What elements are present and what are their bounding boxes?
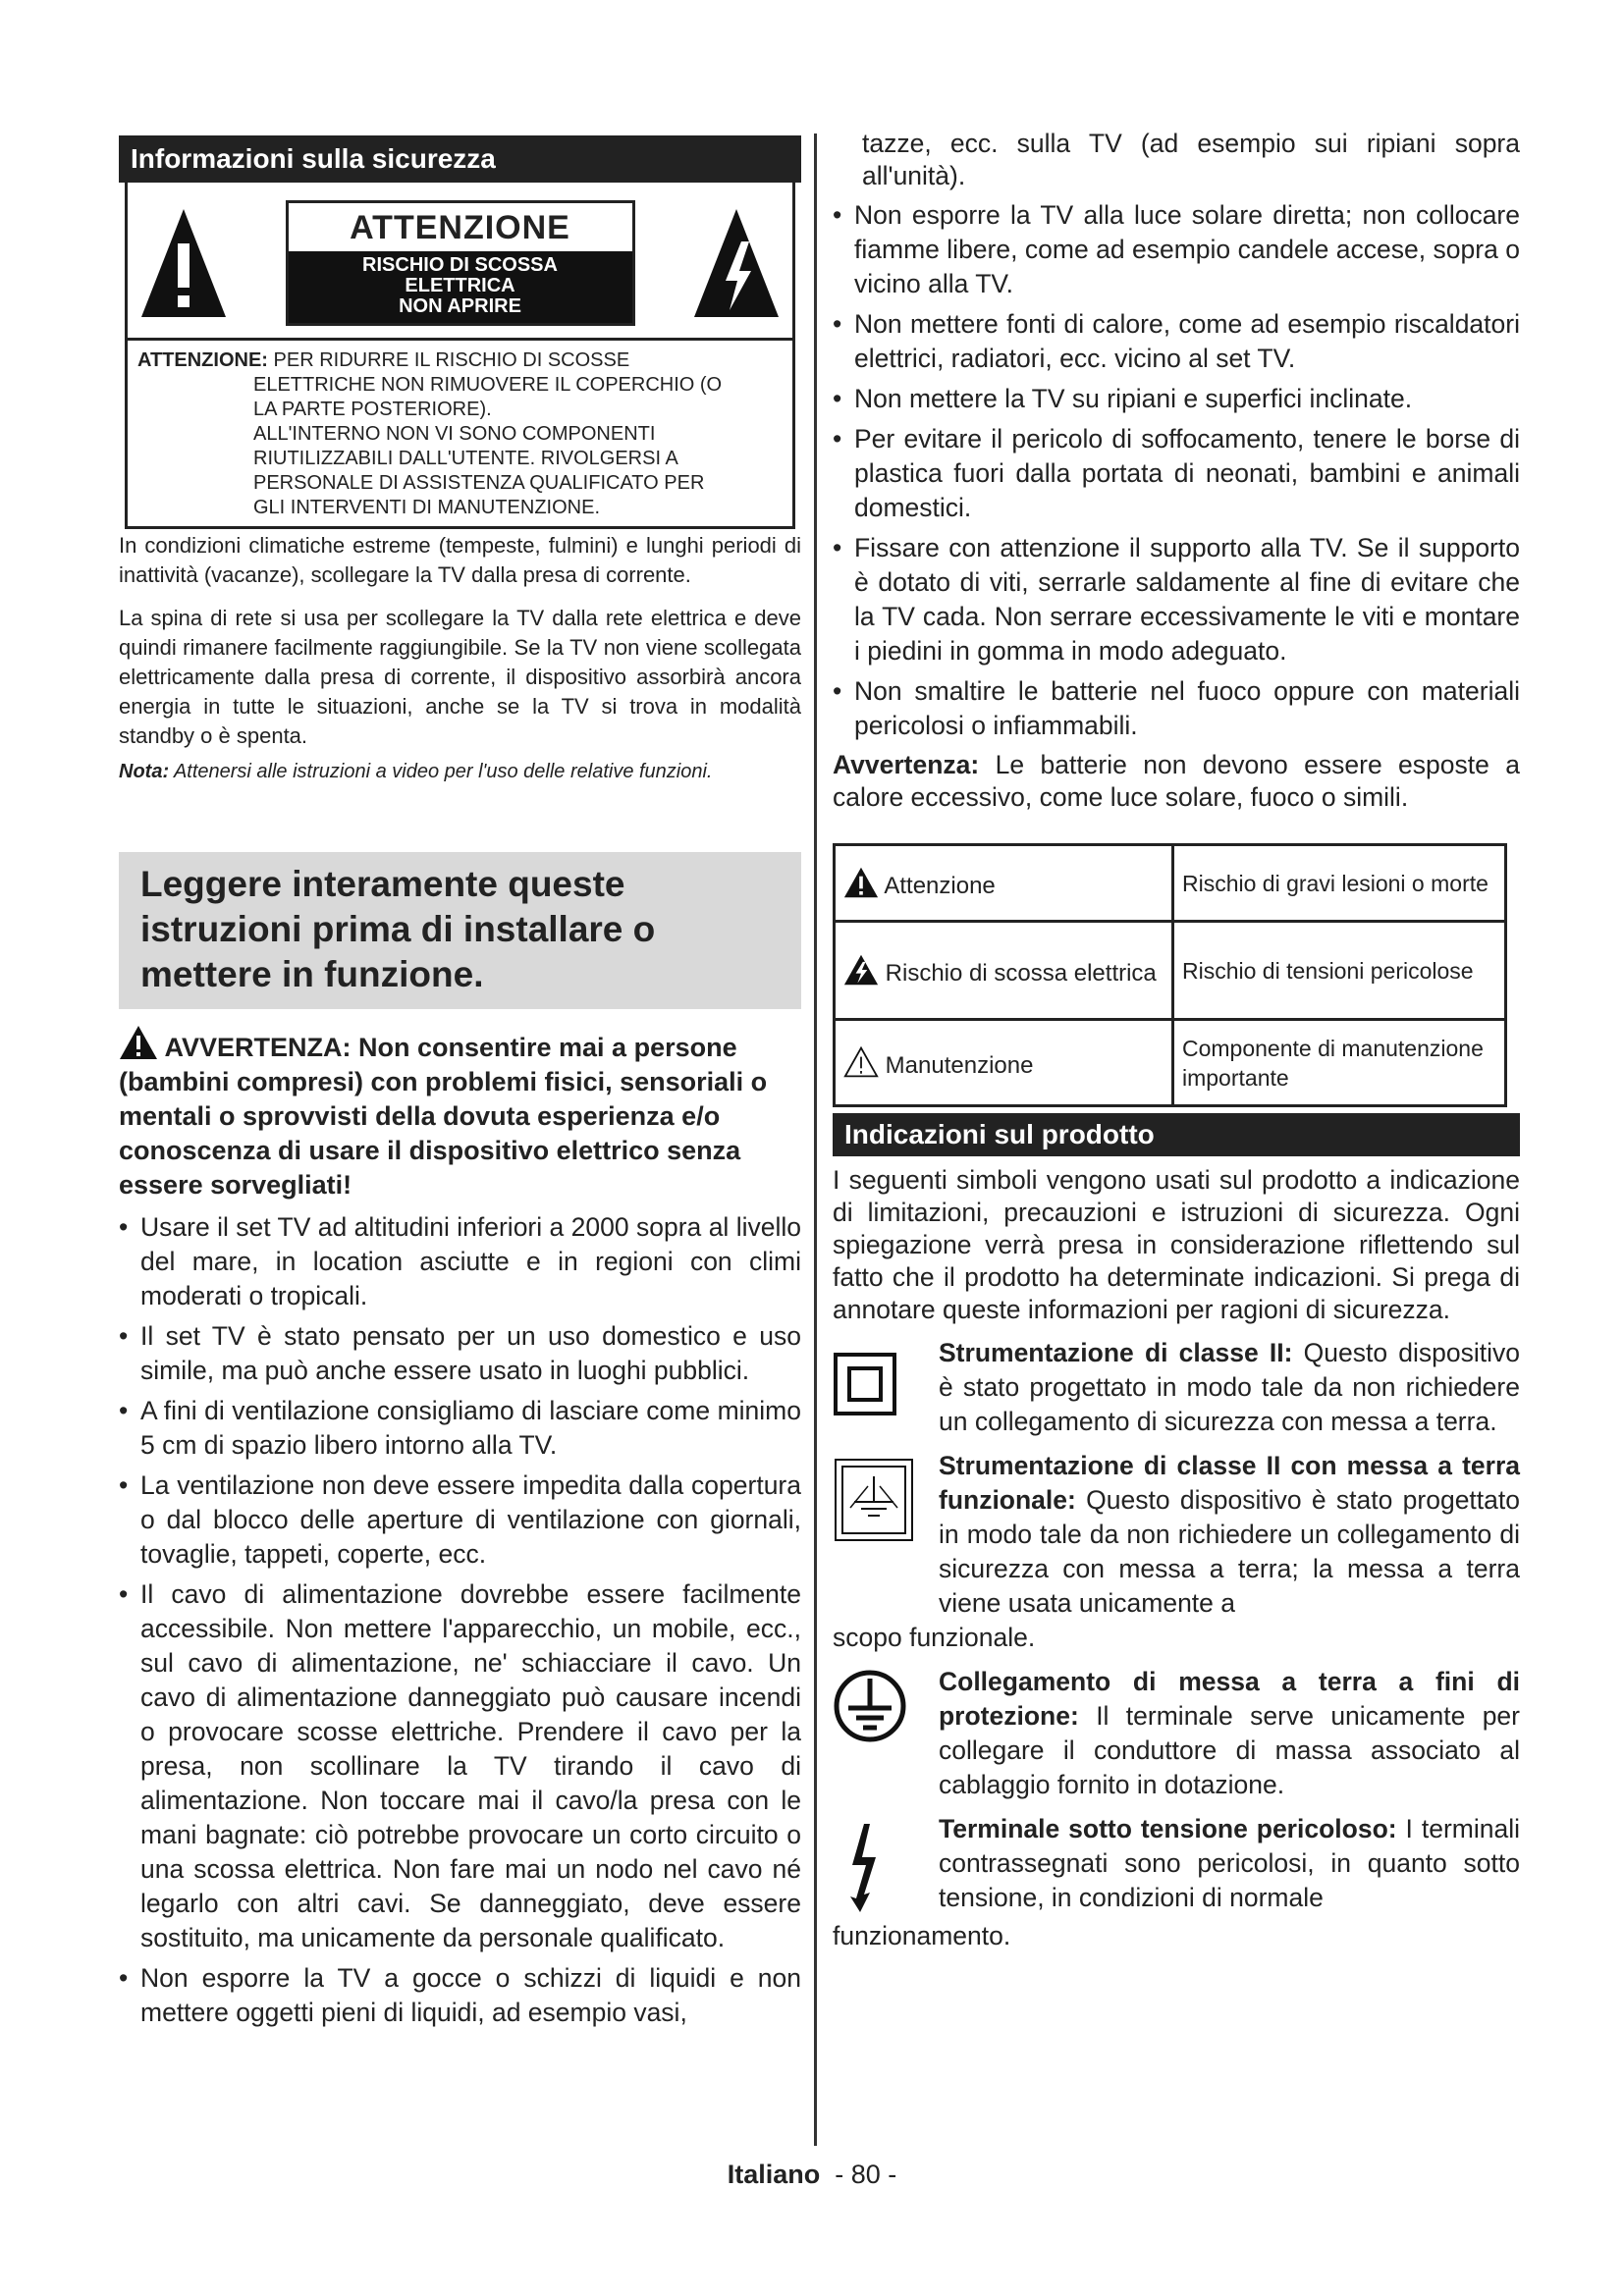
- lightning-triangle-icon: [692, 204, 781, 322]
- caution-box: [125, 183, 795, 529]
- paragraph-storm: In condizioni climatiche estreme (tempeste, fulmini) e lunghi periodi di inattività (vacanze), scollegare la TV dalla presa di corrente.: [119, 533, 801, 587]
- left-column: [119, 135, 801, 2036]
- list-item: • Non esporre la TV alla luce solare diretta; non collocare fiamme libere, come ad esempio candele accese, sopra o vicino alla TV.: [833, 198, 1520, 301]
- table-row: Manutenzione Componente di manutenzione importante: [835, 1020, 1506, 1106]
- protective-earth-icon: [833, 1669, 907, 1743]
- paragraph-mains-plug: La spina di rete si usa per scollegare la TV dalla rete elettrica e deve quindi rimanere facilmente raggiungibile. Se la TV non viene scollegata elettricamente dalla presa di corrente, il dispositivo assorbirà ancora energia in tutte le situazioni, anche se la TV si trova in modalità standby o è spenta.: [119, 606, 801, 748]
- shock-triangle-icon: [843, 953, 879, 987]
- list-item: • A fini di ventilazione consigliamo di lasciare come minimo 5 cm di spazio libero intorno alla TV.: [119, 1394, 801, 1463]
- functional-earth-icon: [833, 1457, 915, 1543]
- continued-text: tazze, ecc. sulla TV (ad esempio sui ripiani sopra all'unità).: [862, 129, 1520, 190]
- class-ii-functional-earth-symbol: Strumentazione di classe II con messa a terra funzionale: Questo dispositivo è stato progettato in modo tale da non richiedere un collegamento di sicurezza con messa a terra; la messa a terra viene usata unicamente a: [833, 1449, 1520, 1621]
- list-item: • Usare il set TV ad altitudini inferiori a 2000 sopra al livello del mare, in location asciutte e in regioni con climi moderati o tropicali.: [119, 1210, 801, 1313]
- table-row: Rischio di scossa elettrica Rischio di tensioni pericolose: [835, 922, 1506, 1020]
- exclamation-triangle-icon: [139, 204, 228, 322]
- battery-warning: Avvertenza: Le batterie non devono essere esposte a calore eccessivo, come luce solare, fuoco o simili.: [833, 750, 1520, 812]
- list-item: • Non mettere fonti di calore, come ad esempio riscaldatori elettrici, radiatori, ecc. vicino al set TV.: [833, 307, 1520, 376]
- note: Nota: Attenersi alle istruzioni a video per l'uso delle relative funzioni.: [119, 761, 713, 782]
- list-item: • Non mettere la TV su ripiani e superfici inclinate.: [833, 382, 1520, 416]
- list-item: • La ventilazione non deve essere impedita dalla copertura o dal blocco delle aperture di ventilazione con giornali, tovaglie, tappeti, coperte, ecc.: [119, 1468, 801, 1572]
- symbol-table: [833, 843, 1507, 1107]
- maintenance-triangle-icon: [843, 1045, 879, 1079]
- list-item: • Il set TV è stato pensato per un uso domestico e uso simile, ma può anche essere usato in luoghi pubblici.: [119, 1319, 801, 1388]
- lightning-bolt-icon: [833, 1820, 892, 1914]
- safety-list-continued: [833, 198, 1520, 743]
- list-item: • Non smaltire le batterie nel fuoco oppure con materiali pericolosi o infiammabili.: [833, 674, 1520, 743]
- list-item: • Fissare con attenzione il supporto alla TV. Se il supporto è dotato di viti, serrarle saldamente al fine di evitare che la TV cada. Non serrare eccessivamente le viti e montare i piedini in gomma in modo adeguato.: [833, 531, 1520, 668]
- caution-label: ATTENZIONE RISCHIO DI SCOSSA ELETTRICA NON APRIRE: [286, 200, 635, 326]
- warning-triangle-icon: [843, 866, 879, 899]
- caution-text: ATTENZIONE: PER RIDURRE IL RISCHIO DI SCOSSE ELETTRICHE NON RIMUOVERE IL COPERCHIO (O LA PARTE POSTERIORE). ALL'INTERNO NON VI SONO COMPONENTI RIUTILIZZABILI DALL'UTENTE. RIVOLGERSI A PERSONALE DI ASSISTENZA QUALIFICATO PER GLI INTERVENTI DI MANUTENZIONE.: [137, 349, 723, 518]
- right-column: tazze, ecc. sulla TV (ad esempio sui ripiani sopra all'unità). • Non esporre la TV alla luce solare diretta; non collocare fiamme libere, come ad esempio candele accese, sopra o vicino alla TV. • Non mettere fonti di calore, come ad esempio riscaldatori elettrici, radiatori, ecc. vicino al set TV. • Non mettere la TV su ripiani e superfici inclinate. • Per evitare il pericolo di soffocamento, tenere le borse di plastica fuori dalla portata di neonati, bambini e animali domestici. • Fissare con attenzione il supporto alla TV. Se il supporto è dotato di viti, serrarle saldamente al fine di evitare che la TV cada. Non serrare eccessivamente le viti e montare i piedini in gomma in modo adeguato. • Non smaltire le batterie nel fuoco oppure con materiali pericolosi o infiammabili. Avvertenza: Le batterie non devono essere esposte a calore eccessivo, come luce solare, fuoco o simili. Attenzione Rischio di gravi lesioni o morte Rischio di scossa elettrica Rischio di tensioni pericolose Manutenzione Componente di manutenzione importante Indicazioni sul prodotto I seguenti simboli vengono usati sul prodotto a indicazione di limitazioni, precauzioni e istruzioni di sicurezza. Ogni spiegazione verrà presa in considerazione riflettendo sul fatto che il prodotto ha determinate indicazioni. Si prega di annotare queste informazioni per ragioni di sicurezza. Strumentazione di classe II: Questo dispositivo è stato progettato in modo tale da non richiedere un collegamento di sicurezza con messa a terra. Strumentazione di classe II con messa a terra funzionale: Questo dispositivo è stato progettato in modo tale da non richiedere un collegamento di sicurezza con messa a terra; la messa a terra viene usata unicamente a scopo funzionale. Collegamento di messa a terra a fini di protezione: Il terminale serve unicamente per collegare il conduttore di massa associato al cablaggio fornito in dotazione. Terminale sotto tensione pericoloso: I terminali contrassegnati sono pericolosi, in quanto sotto tensione, in condizioni di normale funzionamento.: [833, 128, 1520, 1953]
- safety-header: Informazioni sulla sicurezza: [119, 135, 801, 183]
- double-square-icon: [833, 1352, 897, 1416]
- class-ii-symbol: Strumentazione di classe II: Questo dispositivo è stato progettato in modo tale da non richiedere un collegamento di sicurezza con messa a terra.: [833, 1336, 1520, 1439]
- table-row: Attenzione Rischio di gravi lesioni o morte: [835, 845, 1506, 922]
- protective-earth-symbol: Collegamento di messa a terra a fini di protezione: Il terminale serve unicamente per collegare il conduttore di massa associato al cablaggio fornito in dotazione.: [833, 1665, 1520, 1802]
- warning-paragraph: AVVERTENZA: Non consentire mai a persone (bambini compresi) con problemi fisici, sensoriali o mentali o sprovvisti della dovuta esperienza e/o conoscenza di usare il dispositivo elettrico senza essere sorvegliati!: [119, 1025, 801, 1202]
- hazardous-live-terminal-symbol: Terminale sotto tensione pericoloso: I terminali contrassegnati sono pericolosi, in quanto sotto tensione, in condizioni di normale: [833, 1812, 1520, 1919]
- column-divider: [814, 133, 817, 2146]
- list-item: • Il cavo di alimentazione dovrebbe essere facilmente accessibile. Non mettere l'apparecchio, un mobile, ecc., sul cavo di alimentazione, ne' schiacciare il cavo. Un cavo di alimentazione danneggiato può causare incendi o provocare scosse elettriche. Prendere il cavo per la presa, non scollinare la TV tirando il cavo di alimentazione. Non toccare mai il cavo/la presa con le mani bagnate: ciò potrebbe provocare un corto circuito o una scossa elettrica. Non fare mai un nodo nel cavo né legarlo con altri cavi. Se danneggiato, deve essere sostituito, ma unicamente da personale qualificato.: [119, 1577, 801, 1955]
- page-footer: Italiano - 80 -: [727, 2160, 897, 2189]
- read-instructions-box: Leggere interamente queste istruzioni prima di installare o mettere in funzione.: [119, 852, 801, 1009]
- product-intro: I seguenti simboli vengono usati sul prodotto a indicazione di limitazioni, precauzioni e istruzioni di sicurezza. Ogni spiegazione verrà presa in considerazione riflettendo sul fatto che il prodotto ha determinate indicazioni. Si prega di annotare queste informazioni per ragioni di sicurezza.: [833, 1165, 1520, 1324]
- list-item: • Non esporre la TV a gocce o schizzi di liquidi e non mettere oggetti pieni di liquidi, ad esempio vasi,: [119, 1961, 801, 2030]
- list-item: • Per evitare il pericolo di soffocamento, tenere le borse di plastica fuori dalla portata di neonati, bambini e animali domestici.: [833, 422, 1520, 525]
- product-indications-header: Indicazioni sul prodotto: [833, 1113, 1520, 1156]
- safety-list: [119, 1210, 801, 2030]
- warning-triangle-icon: [119, 1025, 158, 1060]
